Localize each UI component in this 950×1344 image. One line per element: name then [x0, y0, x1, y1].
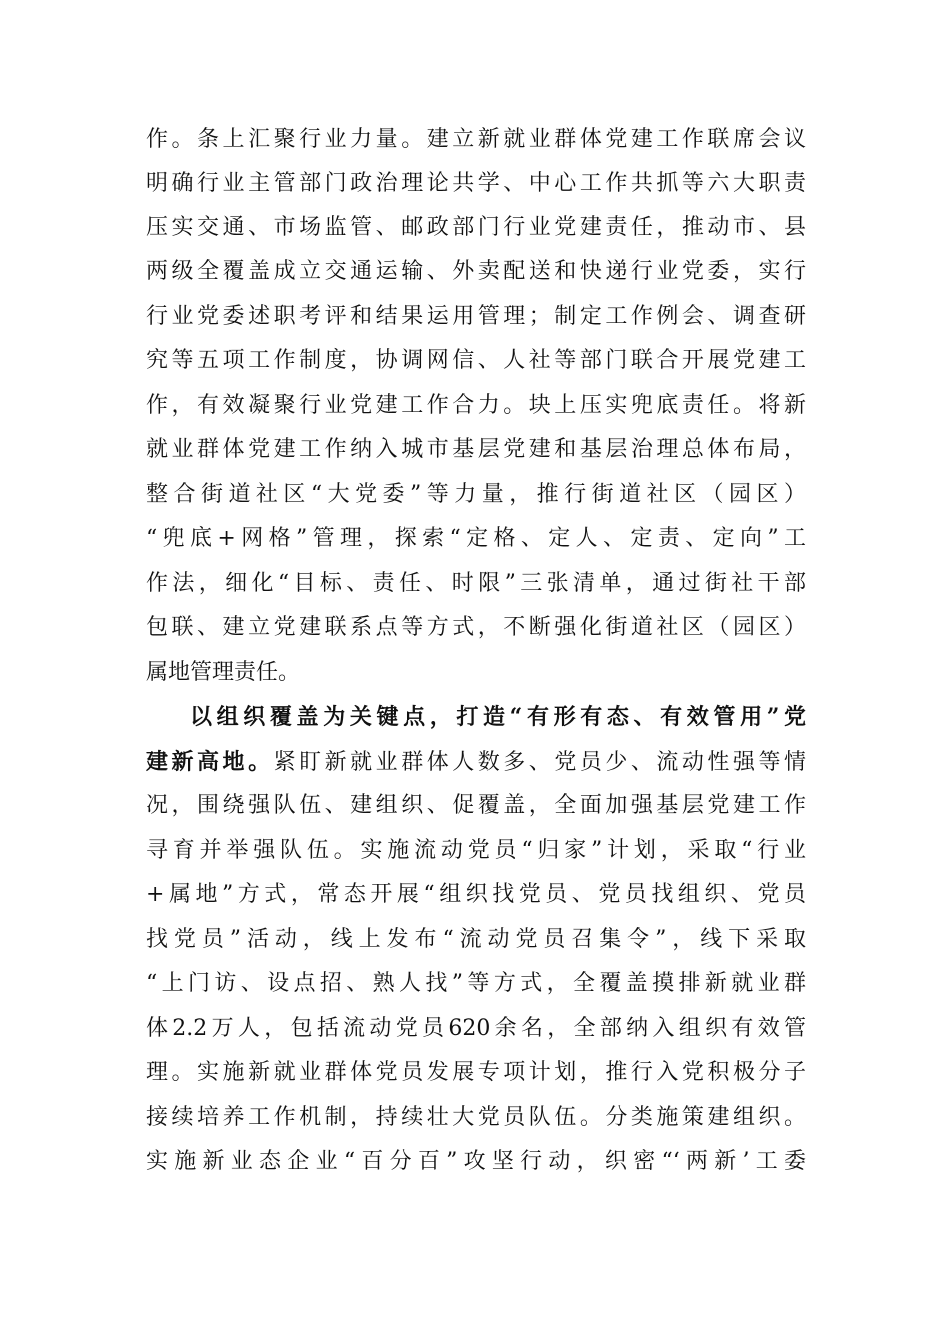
text-line: 实施新业态企业“百分百”攻坚行动，织密“‘两新’工委 [146, 1149, 806, 1174]
text-line: 两级全覆盖成立交通运输、外卖配送和快递行业党委，实行 [146, 259, 806, 284]
text-line: 行业党委述职考评和结果运用管理；制定工作例会、调查研 [146, 304, 806, 329]
text-line: 作。条上汇聚行业力量。建立新就业群体党建工作联席会议 [146, 127, 806, 152]
text-line: “兜底+网格”管理，探索“定格、定人、定责、定向”工 [146, 526, 806, 551]
text-line: 作法，细化“目标、责任、时限”三张清单，通过街社干部 [146, 571, 806, 596]
text-line: 作，有效凝聚行业党建工作合力。块上压实兜底责任。将新 [146, 393, 806, 418]
section-heading-end: 建新高地。 [146, 749, 274, 775]
text-line: 理。实施新就业群体党员发展专项计划，推行入党积极分子 [146, 1060, 806, 1085]
section-heading: 以组织覆盖为关键点，打造“有形有态、有效管用”党 [190, 704, 806, 730]
text-line: 体2.2万人，包括流动党员620余名，全部纳入组织有效管 [146, 1016, 806, 1041]
text-line: 包联、建立党建联系点等方式，不断强化街道社区（园区） [146, 615, 806, 640]
text-line: 整合街道社区“大党委”等力量，推行街道社区（园区） [146, 482, 806, 507]
text-line: 压实交通、市场监管、邮政部门行业党建责任，推动市、县 [146, 215, 806, 240]
text-line: “上门访、设点招、熟人找”等方式，全覆盖摸排新就业群 [146, 971, 806, 996]
text-line: 找党员”活动，线上发布“流动党员召集令”，线下采取 [146, 927, 806, 952]
text-line [146, 740, 806, 784]
text-line: 究等五项工作制度，协调网信、人社等部门联合开展党建工 [146, 348, 806, 373]
text-line: 属地管理责任。 [146, 660, 301, 685]
text-line: 明确行业主管部门政治理论共学、中心工作共抓等六大职责 [146, 171, 806, 196]
text-span: 紧盯新就业群体人数多、党员少、流动性强等情 [273, 750, 806, 775]
text-line: 寻育并举强队伍。实施流动党员“归家”计划，采取“行业 [146, 838, 806, 863]
text-line: 接续培养工作机制，持续壮大党员队伍。分类施策建组织。 [146, 1105, 806, 1130]
text-line: 就业群体党建工作纳入城市基层党建和基层治理总体布局， [146, 437, 806, 462]
text-line: +属地”方式，常态开展“组织找党员、党员找组织、党员 [146, 882, 806, 907]
text-line: 况，围绕强队伍、建组织、促覆盖，全面加强基层党建工作 [146, 793, 806, 818]
